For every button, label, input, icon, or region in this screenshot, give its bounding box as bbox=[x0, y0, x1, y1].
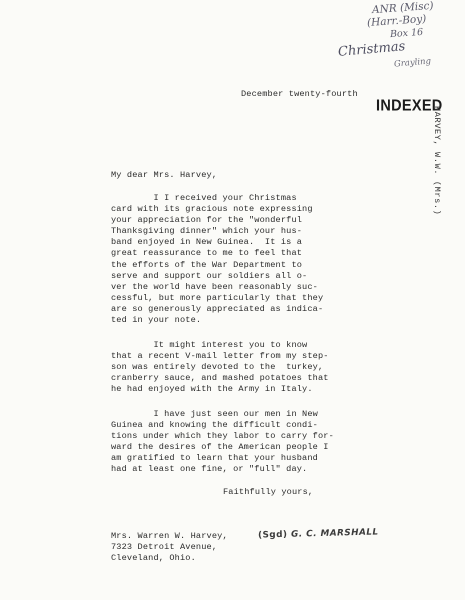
body-paragraph-2: It might interest you to know that a recent V-mail letter from my step- son was entirely devoted to the turkey, cranberry sauce, and mashed potatoes that he had enjoyed with the Army in Italy. bbox=[111, 340, 329, 395]
letter-date: December twenty-fourth bbox=[241, 89, 358, 99]
addressee-city: Cleveland, Ohio. bbox=[111, 553, 196, 564]
file-label: HARVEY, W.W. (Mrs.) bbox=[432, 106, 442, 216]
signature-stamp bbox=[258, 527, 379, 540]
body-paragraph-3: I have just seen our men in New Guinea and knowing the difficult condi- tions under which they labor to carry for- ward the desires of the American people I am gratified to learn that your husband had at least one fine, or "full" day. bbox=[111, 409, 334, 475]
body-paragraph-1: I I received your Christmas card with its gracious note expressing your appreciation for the "wonderful Thanksgiving dinner" which your hus- band enjoyed in New Guinea. It is a great reassurance to me to feel that the efforts of the War Department to serve and support our soldiers all o- ver the world have been reasonably suc- cessful, but more particularly that they are so generously appreciated as indica- ted in your note. bbox=[111, 193, 324, 326]
archive-annotation-folder: (Harr.-Boy) bbox=[366, 12, 427, 30]
signature-prefix: (Sgd) bbox=[257, 529, 288, 541]
addressee-block bbox=[111, 531, 228, 564]
archive-annotation-subject: Christmas bbox=[337, 39, 406, 60]
archive-annotation-collection: ANR (Misc) bbox=[371, 0, 434, 17]
salutation: My dear Mrs. Harvey, bbox=[111, 170, 218, 180]
signature-name: G. C. MARSHALL bbox=[290, 527, 379, 540]
addressee-street: 7323 Detroit Avenue, bbox=[111, 542, 218, 553]
closing: Faithfully yours, bbox=[223, 487, 314, 497]
archive-annotation-box: Box 16 bbox=[389, 26, 424, 41]
addressee-name: Mrs. Warren W. Harvey, bbox=[111, 531, 228, 541]
archive-annotation-initials: Grayling bbox=[393, 56, 432, 70]
indexed-stamp: INDEXED bbox=[376, 97, 443, 115]
